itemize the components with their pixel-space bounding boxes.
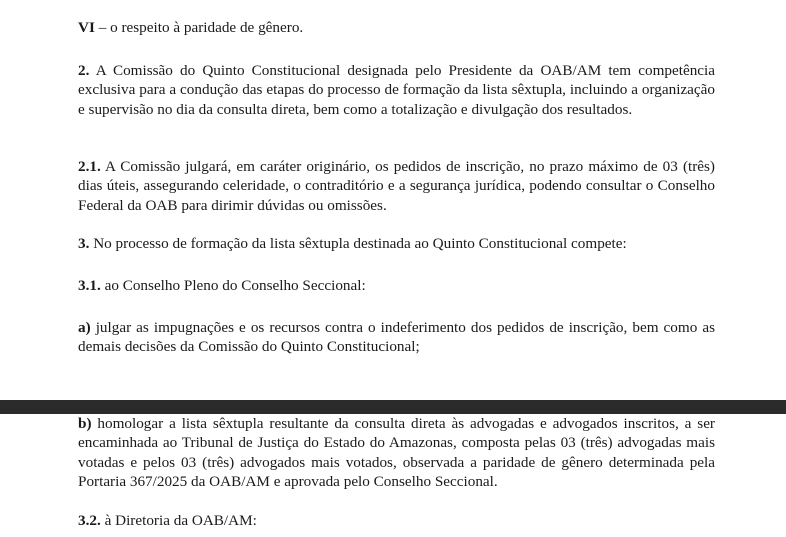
paragraph-number: 2.1. <box>78 158 101 175</box>
paragraph-text: julgar as impugnações e os recursos contra o indeferimento dos pedidos de inscrição, bem como as demais decisões da Comissão do Quinto Constitucional; <box>78 319 715 356</box>
paragraph-number: VI <box>78 19 95 36</box>
paragraph-number: 2. <box>78 62 90 79</box>
paragraph-vi <box>78 18 715 37</box>
page-separator <box>0 400 786 414</box>
paragraph-number: a) <box>78 319 91 336</box>
paragraph-2 <box>78 61 715 119</box>
paragraph-text: ao Conselho Pleno do Conselho Seccional: <box>100 277 366 294</box>
paragraph-b <box>78 414 715 491</box>
paragraph-number: 3.1. <box>78 277 101 294</box>
paragraph-text: A Comissão julgará, em caráter originário, os pedidos de inscrição, no prazo máximo de 03 (três) dias úteis, assegurando celeridade, o contraditório e a segurança jurídica, podendo consultar o Conselho Federal da OAB para dirimir dúvidas ou omissões. <box>78 158 715 214</box>
paragraph-number: 3. <box>78 235 90 252</box>
paragraph-3-1 <box>78 276 715 295</box>
paragraph-number: b) <box>78 415 92 432</box>
document-page-bottom <box>0 414 786 537</box>
paragraph-text: No processo de formação da lista sêxtupla destinada ao Quinto Constitucional compete: <box>89 235 627 252</box>
paragraph-3-2 <box>78 511 715 530</box>
paragraph-text: à Diretoria da OAB/AM: <box>100 512 257 529</box>
paragraph-number: 3.2. <box>78 512 101 529</box>
paragraph-text: homologar a lista sêxtupla resultante da consulta direta às advogadas e advogados inscritos, a ser encaminhada ao Tribunal de Justiça do Estado do Amazonas, composta pelas 03 (três) advogadas mais votadas e pelos 03 (três) advogados mais votados, observada a paridade de gênero determinada pela Portaria 367/2025 da OAB/AM e aprovada pelo Conselho Seccional. <box>78 415 715 490</box>
paragraph-a <box>78 318 715 357</box>
paragraph-3 <box>78 234 715 253</box>
paragraph-2-1 <box>78 157 715 215</box>
paragraph-text: – o respeito à paridade de gênero. <box>94 19 304 36</box>
paragraph-text: A Comissão do Quinto Constitucional designada pelo Presidente da OAB/AM tem competência exclusiva para a condução das etapas do processo de formação da lista sêxtupla, incluindo a organização e supervisão no dia da consulta direta, bem como a totalização e divulgação dos resultados. <box>78 62 715 118</box>
